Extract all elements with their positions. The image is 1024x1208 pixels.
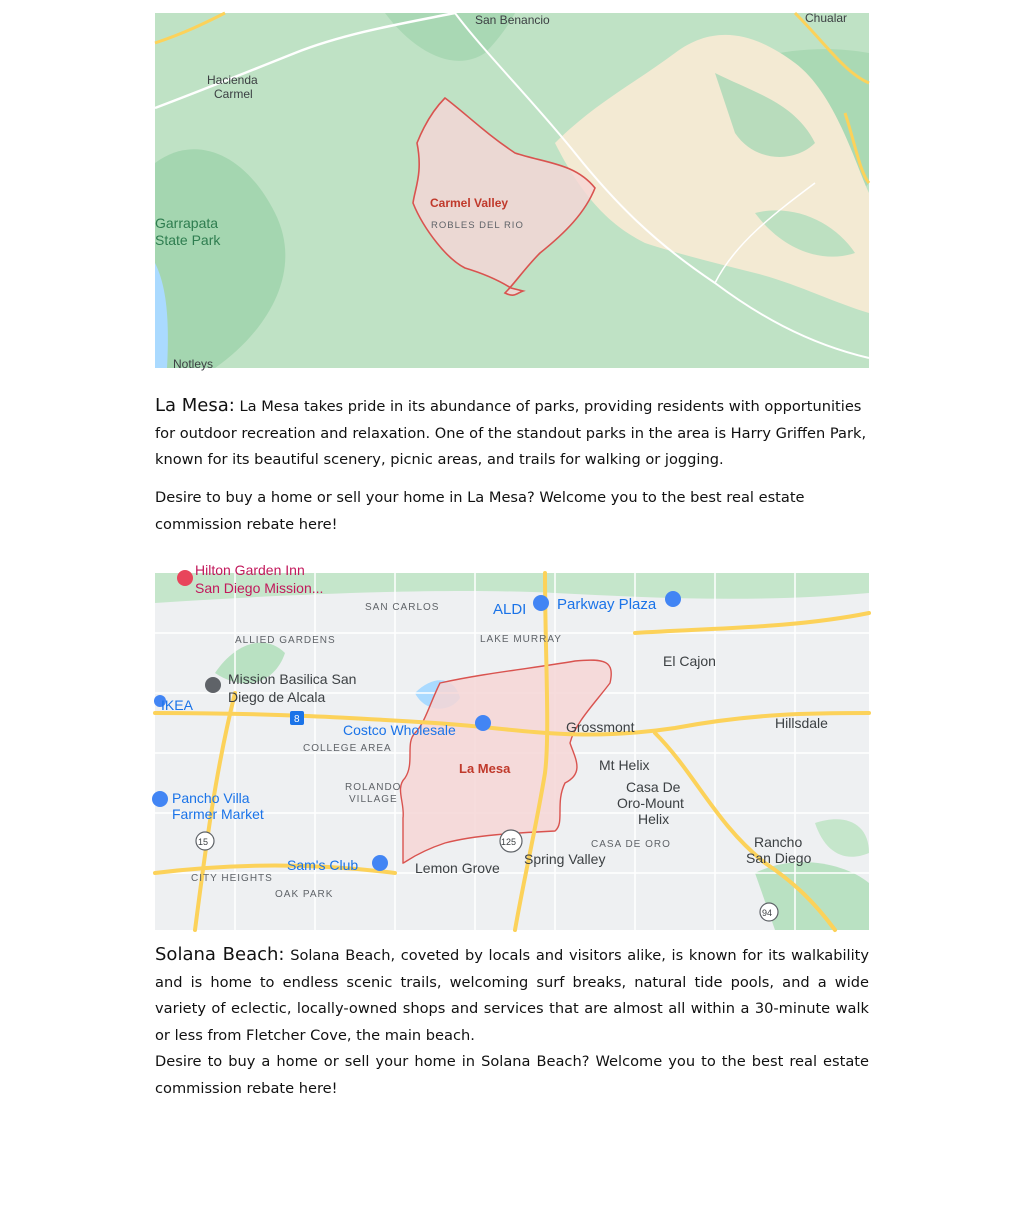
landmark-pin-icon bbox=[205, 677, 221, 693]
la-mesa-paragraph bbox=[155, 393, 869, 474]
shopping-pin-icon-2 bbox=[665, 591, 681, 607]
map1-label-san-benancio: San Benancio bbox=[475, 13, 550, 27]
map2-label-mt-helix: Mt Helix bbox=[599, 757, 650, 773]
map2-label-rolando-1: ROLANDO bbox=[345, 782, 402, 793]
map2-label-rancho-1: Rancho bbox=[754, 834, 803, 850]
map2-label-mission-2: Diego de Alcala bbox=[228, 689, 326, 705]
la-mesa-map bbox=[155, 562, 869, 930]
map2-label-rolando-2: VILLAGE bbox=[349, 794, 398, 805]
map2-label-college: COLLEGE AREA bbox=[303, 743, 392, 754]
highway-94-label: 94 bbox=[762, 908, 773, 918]
map2-region-label: La Mesa bbox=[459, 761, 511, 776]
map2-label-spring-valley: Spring Valley bbox=[524, 851, 606, 867]
map2-label-parkway: Parkway Plaza bbox=[557, 596, 657, 613]
map2-label-city-heights: CITY HEIGHTS bbox=[191, 873, 273, 884]
map2-label-aldi: ALDI bbox=[493, 601, 527, 618]
map2-label-mission-1: Mission Basilica San bbox=[228, 671, 357, 687]
map2-label-casa-1: Casa De bbox=[626, 779, 681, 795]
map2-label-allied: ALLIED GARDENS bbox=[235, 635, 336, 646]
la-mesa-cta: Desire to buy a home or sell your home in La Mesa? Welcome you to the best real estate commission rebate here! bbox=[155, 489, 805, 533]
map2-label-sams: Sam's Club bbox=[287, 857, 359, 873]
map1-label-hacienda: Hacienda bbox=[207, 73, 258, 87]
shopping-pin-icon bbox=[533, 595, 549, 611]
map2-label-rancho-2: San Diego bbox=[746, 850, 812, 866]
highway-125-label: 125 bbox=[501, 837, 517, 847]
map2-label-ikea: IKEA bbox=[161, 697, 193, 713]
map2-label-casa-2: Oro-Mount bbox=[617, 795, 684, 811]
hotel-pin-icon bbox=[177, 570, 193, 586]
map2-label-pancho-2: Farmer Market bbox=[172, 806, 264, 822]
map2-label-el-cajon: El Cajon bbox=[663, 653, 716, 669]
map2-label-casa-3: Helix bbox=[638, 811, 670, 827]
map2-label-grossmont: Grossmont bbox=[566, 719, 635, 735]
map2-label-lemon-grove: Lemon Grove bbox=[415, 860, 500, 876]
map2-label-san-carlos: SAN CARLOS bbox=[365, 602, 440, 613]
map2-label-hilton-2: San Diego Mission... bbox=[195, 580, 324, 596]
map2-label-oak-park: OAK PARK bbox=[275, 889, 334, 900]
highway-15-label: 15 bbox=[198, 837, 209, 847]
map1-label-state-park: State Park bbox=[155, 232, 221, 248]
costco-pin-icon bbox=[475, 715, 491, 731]
map2-label-hillsdale: Hillsdale bbox=[775, 715, 828, 731]
solana-beach-cta: Desire to buy a home or sell your home in Solana Beach? Welcome you to the best real estate commission rebate here! bbox=[155, 1053, 869, 1097]
map2-label-hilton-1: Hilton Garden Inn bbox=[195, 562, 305, 578]
map1-region-label: Carmel Valley bbox=[430, 196, 509, 210]
map2-label-pancho-1: Pancho Villa bbox=[172, 790, 250, 806]
map1-label-chualar: Chualar bbox=[805, 11, 848, 25]
market-pin-icon bbox=[152, 791, 168, 807]
map1-label-garrapata: Garrapata bbox=[155, 215, 219, 231]
map2-label-lake-murray: LAKE MURRAY bbox=[480, 634, 562, 645]
map1-label-notleys: Notleys bbox=[173, 357, 214, 371]
map2-label-casa-de-oro: CASA DE ORO bbox=[591, 839, 671, 850]
solana-beach-body: Solana Beach, coveted by locals and visitors alike, is known for its walkability and is home to endless scenic trails, welcoming surf breaks, natural tide pools, and a wide variety of eclectic, locally-owned shops and services that are almost all within a 30-minute walk or less from Fletcher Cove, the main beach. bbox=[155, 947, 870, 1044]
highway-8-label: 8 bbox=[294, 714, 300, 725]
solana-beach-heading: Solana Beach: bbox=[155, 944, 285, 965]
map1-label-carmel: Carmel bbox=[214, 87, 253, 101]
map2-label-costco: Costco Wholesale bbox=[343, 722, 456, 738]
la-mesa-heading: La Mesa: bbox=[155, 395, 235, 416]
sams-pin-icon bbox=[372, 855, 388, 871]
carmel-valley-map bbox=[155, 11, 869, 371]
solana-beach-paragraph bbox=[155, 942, 869, 1049]
map1-label-robles: ROBLES DEL RIO bbox=[431, 220, 524, 231]
la-mesa-body: La Mesa takes pride in its abundance of parks, providing residents with opportunities for outdoor recreation and relaxation. One of the standout parks in the area is Harry Griffen Park, known for its beautiful scenery, picnic areas, and trails for walking or jogging. bbox=[155, 398, 867, 468]
